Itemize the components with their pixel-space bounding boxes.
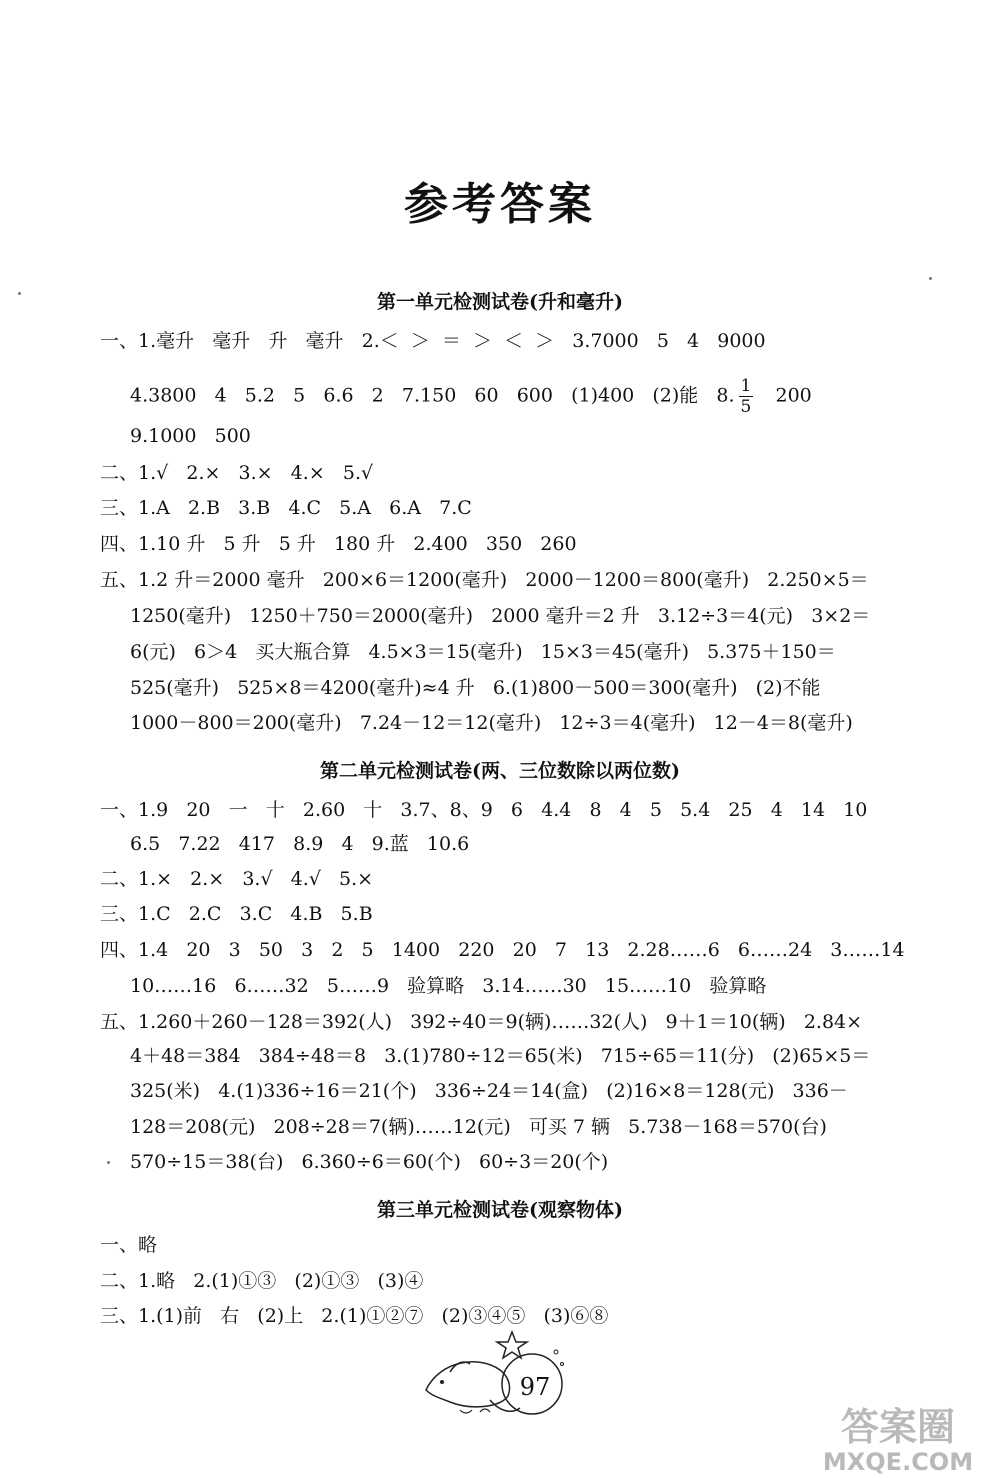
answer-line: 6.5 7.22 417 8.9 4 9.蓝 10.6 xyxy=(130,833,470,855)
answer-line: 525(毫升) 525×8＝4200(毫升)≈4 升 6.(1)800－500＝300(毫升) (2)不能 xyxy=(130,677,821,699)
fraction xyxy=(739,376,754,417)
answer-line: 三、1.C 2.C 3.C 4.B 5.B xyxy=(100,903,373,925)
watermark-text: 答案圈 xyxy=(840,1405,956,1449)
answer-line: 五、1.2 升＝2000 毫升 200×6＝1200(毫升) 2000－1200＝800(毫升) 2.250×5＝ xyxy=(100,569,869,591)
answer-line: 4＋48＝384 384÷48＝8 3.(1)780÷12＝65(米) 715÷65＝11(分) (2)65×5＝ xyxy=(130,1045,871,1067)
scan-speck xyxy=(18,292,21,295)
answer-line: 三、1.(1)前 右 (2)上 2.(1)①②⑦ (2)③④⑤ (3)⑥⑧ xyxy=(100,1305,609,1327)
answer-line: 6(元) 6＞4 买大瓶合算 4.5×3＝15(毫升) 15×3＝45(毫升) 5.375＋150＝ xyxy=(130,641,836,663)
answer-line: 10……16 6……32 5……9 验算略 3.14……30 15……10 验算略 xyxy=(130,975,767,997)
answer-line: 一、1.9 20 一 十 2.60 十 3.7、8、9 6 4.4 8 4 5 5.4 25 4 14 10 xyxy=(100,799,868,821)
answer-line: 四、1.4 20 3 50 3 2 5 1400 220 20 7 13 2.28……6 6……24 3……14 xyxy=(100,939,905,961)
answer-line: 四、1.10 升 5 升 5 升 180 升 2.400 350 260 xyxy=(100,533,577,555)
fraction-numerator: 1 xyxy=(740,376,752,396)
answer-line: 9.1000 500 xyxy=(130,425,251,447)
answer-line: 128＝208(元) 208÷28＝7(辆)……12(元) 可买 7 辆 5.738－168＝570(台) xyxy=(130,1116,827,1138)
fraction-denominator: 5 xyxy=(740,397,752,417)
section-3-heading: 第三单元检测试卷(观察物体) xyxy=(377,1199,623,1221)
answer-line: 一、略 xyxy=(100,1234,158,1256)
page-number: 97 xyxy=(519,1373,551,1401)
answer-line: 二、1.√ 2.× 3.× 4.× 5.√ xyxy=(100,462,374,484)
answer-line: 一、1.毫升 毫升 升 毫升 2.＜ ＞ ＝ ＞ ＜ ＞ 3.7000 5 4 9000 xyxy=(100,330,766,352)
answer-text: 200 xyxy=(775,384,812,407)
scan-speck xyxy=(107,1161,110,1164)
watermark-url: MXQE.COM xyxy=(822,1448,974,1476)
star-icon xyxy=(497,1332,527,1358)
section-1-heading: 第一单元检测试卷(升和毫升) xyxy=(377,291,623,313)
answer-line: 二、1.略 2.(1)①③ (2)①③ (3)④ xyxy=(100,1270,424,1292)
answer-line: 1000－800＝200(毫升) 7.24－12＝12(毫升) 12÷3＝4(毫升) 12－4＝8(毫升) xyxy=(130,712,853,734)
answer-line: 三、1.A 2.B 3.B 4.C 5.A 6.A 7.C xyxy=(100,497,472,519)
answer-text: 4.3800 4 5.2 5 6.6 2 7.150 60 600 (1)400 (2)能 8. xyxy=(130,384,735,407)
answer-line: 五、1.260＋260－128＝392(人) 392÷40＝9(辆)……32(人) 9＋1＝10(辆) 2.84× xyxy=(100,1011,863,1033)
answer-line: 二、1.× 2.× 3.√ 4.√ 5.× xyxy=(100,868,374,890)
answer-line xyxy=(130,376,812,417)
section-2-heading: 第二单元检测试卷(两、三位数除以两位数) xyxy=(320,760,680,782)
answer-line: 1250(毫升) 1250＋750＝2000(毫升) 2000 毫升＝2 升 3.12÷3＝4(元) 3×2＝ xyxy=(130,605,871,627)
answer-line: 325(米) 4.(1)336÷16＝21(个) 336÷24＝14(盒) (2)16×8＝128(元) 336－ xyxy=(130,1080,848,1102)
page-title: 参考答案 xyxy=(404,179,596,230)
scan-speck xyxy=(929,277,932,280)
answer-line: 570÷15＝38(台) 6.360÷6＝60(个) 60÷3＝20(个) xyxy=(130,1151,609,1173)
watermark-logo xyxy=(800,1400,996,1476)
